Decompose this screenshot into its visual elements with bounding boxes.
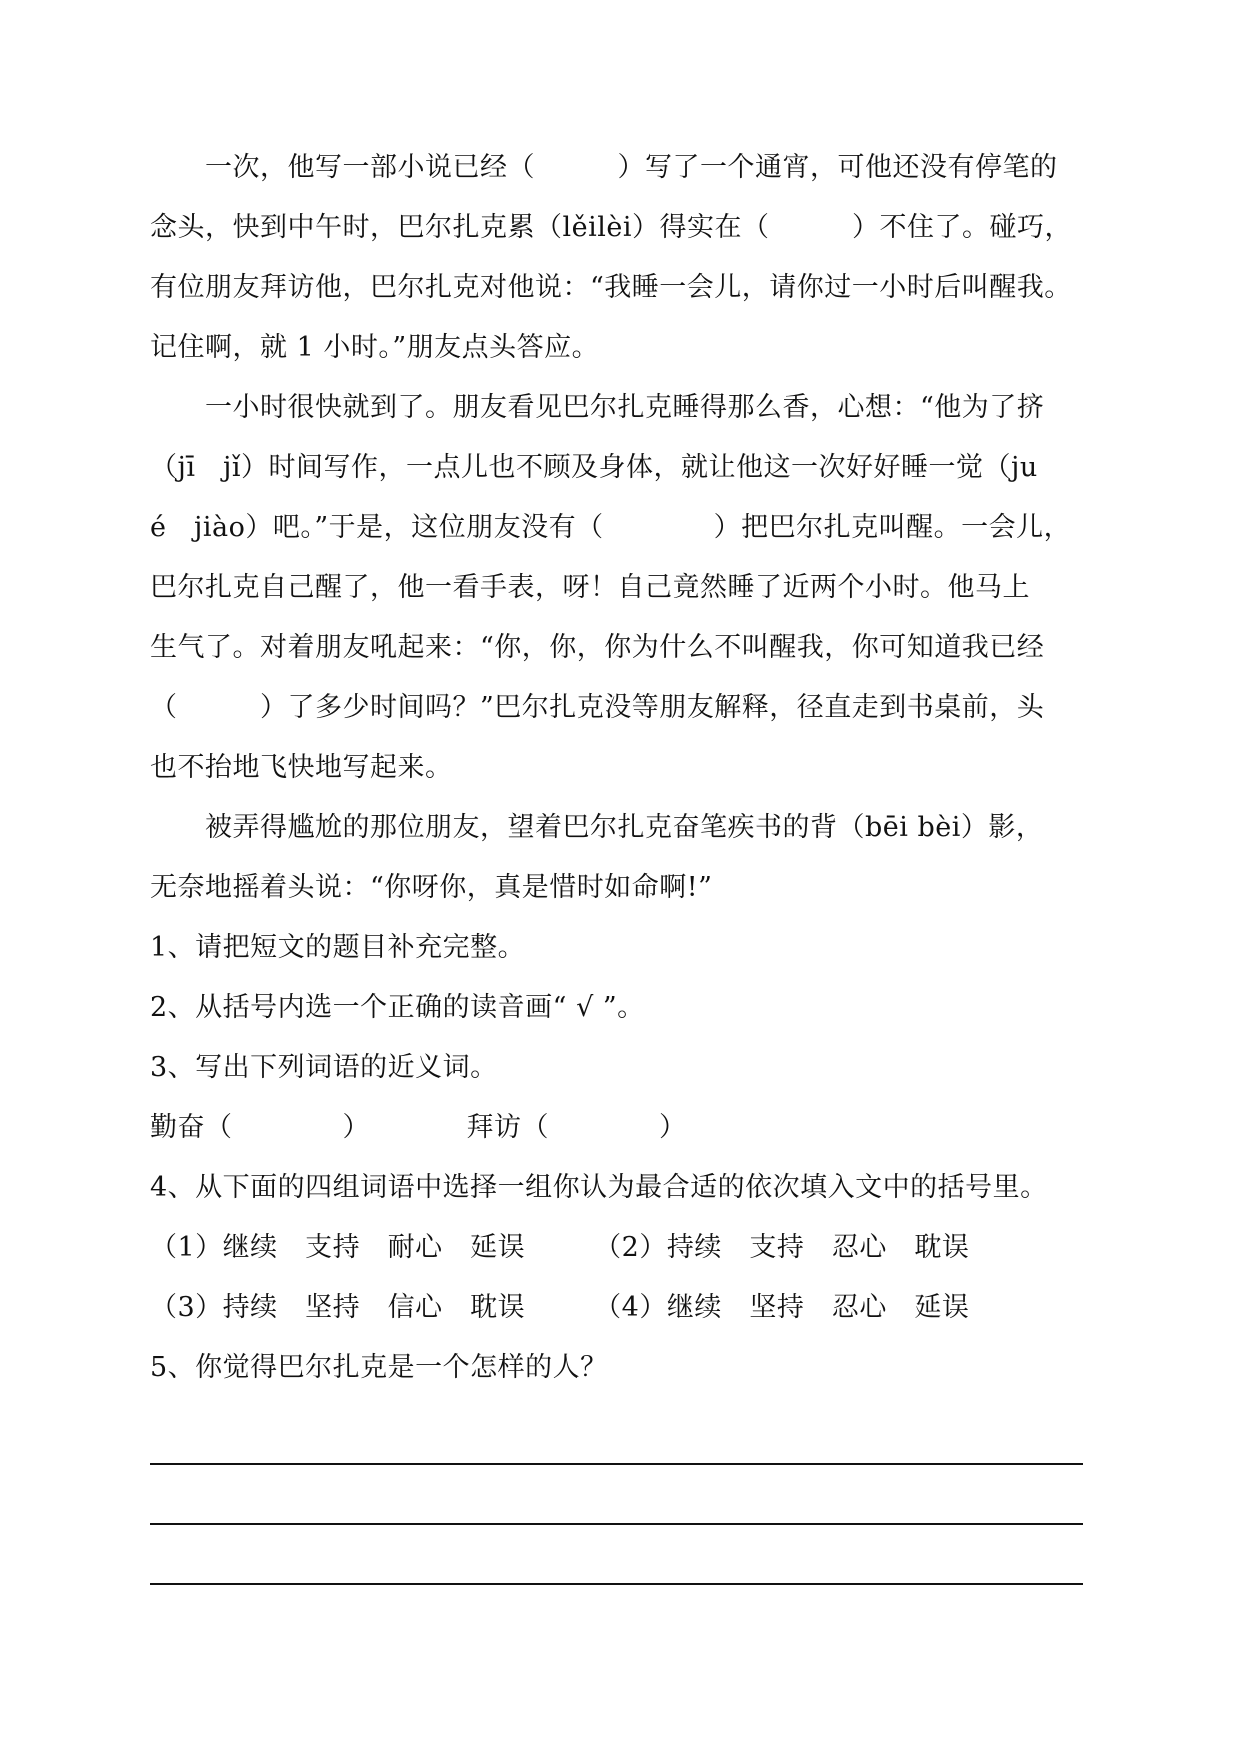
passage-line: （ ）了多少时间吗？”巴尔扎克没等朋友解释，径直走到书桌前，头 — [150, 692, 1045, 723]
passage-line: 也不抬地飞快地写起来。 — [150, 752, 453, 783]
passage-line: 生气了。对着朋友吼起来：“你，你，你为什么不叫醒我，你可知道我已经 — [150, 632, 1045, 663]
question-4-option-row: （3）持续 坚持 信心 耽误 （4）继续 坚持 忍心 延误 — [150, 1292, 970, 1323]
passage-line: 记住啊，就 1 小时。”朋友点头答应。 — [150, 332, 600, 363]
passage-line: 无奈地摇着头说：“你呀你，真是惜时如命啊!” — [150, 872, 713, 903]
question-4: 4、从下面的四组词语中选择一组你认为最合适的依次填入文中的括号里。 — [150, 1172, 1048, 1203]
question-2: 2、从括号内选一个正确的读音画“ √ ”。 — [150, 992, 645, 1023]
passage-line: 一小时很快就到了。朋友看见巴尔扎克睡得那么香，心想：“他为了挤 — [205, 392, 1045, 423]
question-4-option-row: （1）继续 支持 耐心 延误 （2）持续 支持 忍心 耽误 — [150, 1232, 970, 1263]
question-1: 1、请把短文的题目补充完整。 — [150, 932, 526, 963]
answer-line[interactable] — [150, 1463, 1083, 1465]
passage-line: é jiào）吧。”于是，这位朋友没有（ ）把巴尔扎克叫醒。一会儿， — [150, 512, 1072, 543]
passage-line: 有位朋友拜访他，巴尔扎克对他说：“我睡一会儿，请你过一小时后叫醒我。 — [150, 272, 1072, 303]
answer-line[interactable] — [150, 1523, 1083, 1525]
passage-line: （jī jǐ）时间写作，一点儿也不顾及身体，就让他这一次好好睡一觉（ju — [150, 452, 1038, 483]
passage-line: 念头，快到中午时，巴尔扎克累（lěilèi）得实在（ ）不住了。碰巧， — [150, 212, 1072, 243]
question-5: 5、你觉得巴尔扎克是一个怎样的人？ — [150, 1352, 608, 1383]
passage-line: 巴尔扎克自己醒了，他一看手表，呀！自己竟然睡了近两个小时。他马上 — [150, 572, 1030, 603]
answer-line[interactable] — [150, 1583, 1083, 1585]
question-3: 3、写出下列词语的近义词。 — [150, 1052, 498, 1083]
question-3-items: 勤奋（ ） 拜访（ ） — [150, 1112, 687, 1143]
passage-line: 一次，他写一部小说已经（ ）写了一个通宵，可他还没有停笔的 — [205, 152, 1058, 183]
passage-line: 被弄得尴尬的那位朋友，望着巴尔扎克奋笔疾书的背（bēi bèi）影， — [205, 812, 1044, 843]
